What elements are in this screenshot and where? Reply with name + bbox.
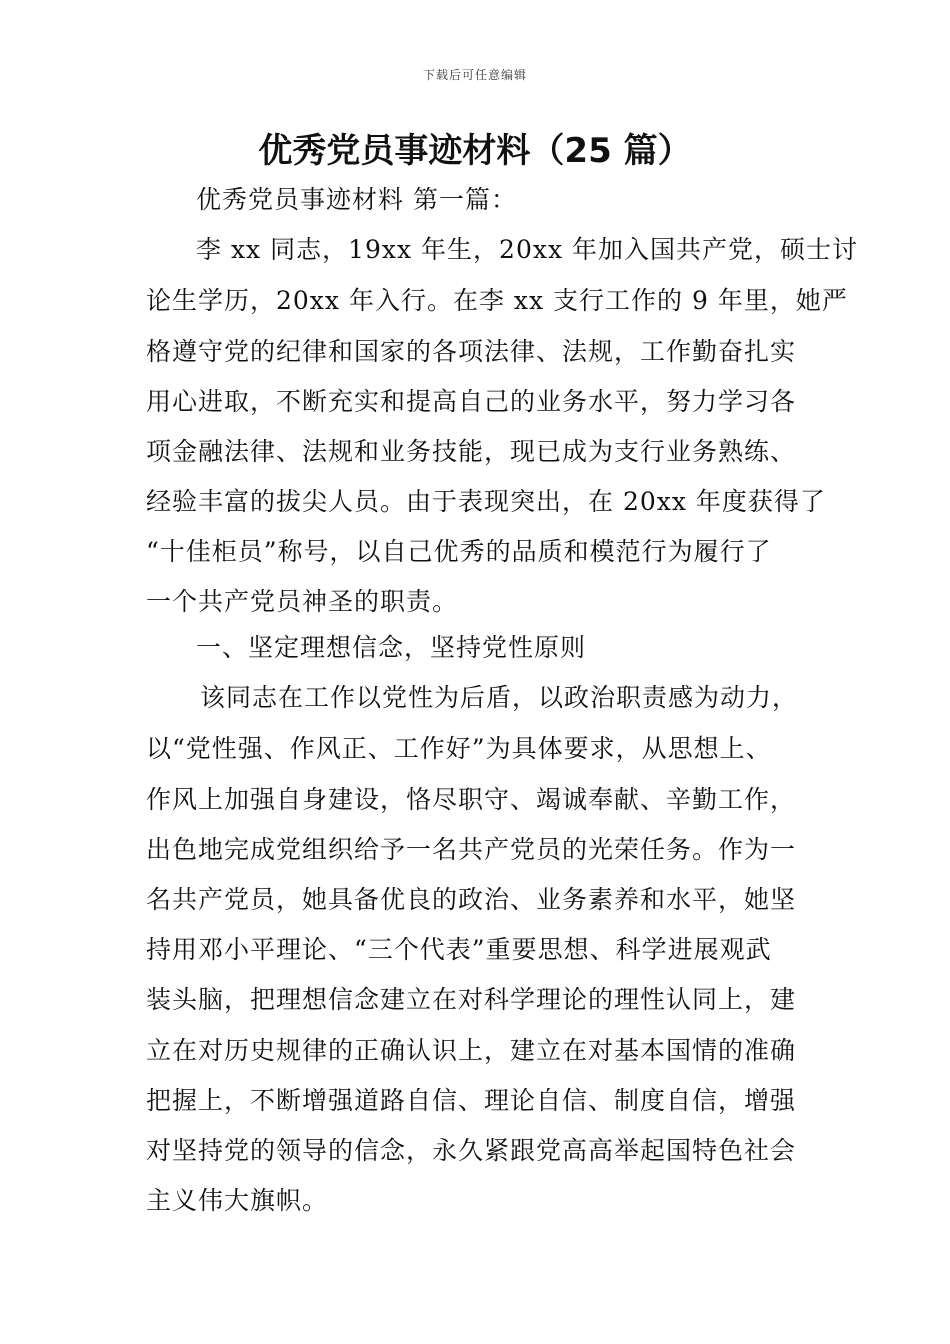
document-title: 优秀党员事迹材料（25 篇） [258, 131, 692, 171]
paragraph-line: 把握上，不断增强道路自信、理论自信、制度自信，增强 [146, 1086, 797, 1115]
paragraph-line: 李 xx 同志，19xx 年生，20xx 年加入国共产党，硕士讨 [196, 235, 859, 264]
paragraph-line: 作风上加强自身建设，恪尽职守、竭诚奉献、辛勤工作， [146, 785, 797, 814]
paragraph-line: 用心进取，不断充实和提高自己的业务水平，努力学习各 [146, 387, 797, 416]
paragraph-line: 一个共产党员神圣的职责。 [146, 587, 459, 616]
paragraph-line: 格遵守党的纪律和国家的各项法律、法规，工作勤奋扎实 [146, 337, 797, 366]
subsection-heading: 一、坚定理想信念，坚持党性原则 [196, 633, 587, 662]
paragraph-line: 装头脑，把理想信念建立在对科学理论的理性认同上，建 [146, 985, 797, 1014]
paragraph-line: “十佳柜员”称号，以自己优秀的品质和模范行为履行了 [146, 537, 772, 566]
paragraph-line: 对坚持党的领导的信念，永久紧跟党高高举起国特色社会 [146, 1136, 797, 1165]
paragraph-line: 持用邓小平理论、“三个代表”重要思想、科学进展观武 [146, 935, 772, 964]
paragraph-line: 出色地完成党组织给予一名共产党员的光荣任务。作为一 [146, 835, 797, 864]
paragraph-line: 经验丰富的拔尖人员。由于表现突出，在 20xx 年度获得了 [146, 487, 826, 516]
header-note: 下载后可任意编辑 [422, 68, 527, 82]
paragraph-line: 名共产党员，她具备优良的政治、业务素养和水平，她坚 [146, 885, 797, 914]
section-heading: 优秀党员事迹材料 第一篇： [196, 185, 517, 214]
paragraph-line: 论生学历，20xx 年入行。在李 xx 支行工作的 9 年里，她严 [146, 286, 848, 315]
paragraph-line: 以“党性强、作风正、工作好”为具体要求，从思想上、 [146, 734, 772, 763]
paragraph-line: 主义伟大旗帜。 [146, 1186, 329, 1215]
paragraph-line: 项金融法律、法规和业务技能，现已成为支行业务熟练、 [146, 437, 797, 466]
paragraph-line: 立在对历史规律的正确认识上，建立在对基本国情的准确 [146, 1036, 797, 1065]
paragraph-line: 该同志在工作以党性为后盾，以政治职责感为动力， [200, 683, 799, 712]
